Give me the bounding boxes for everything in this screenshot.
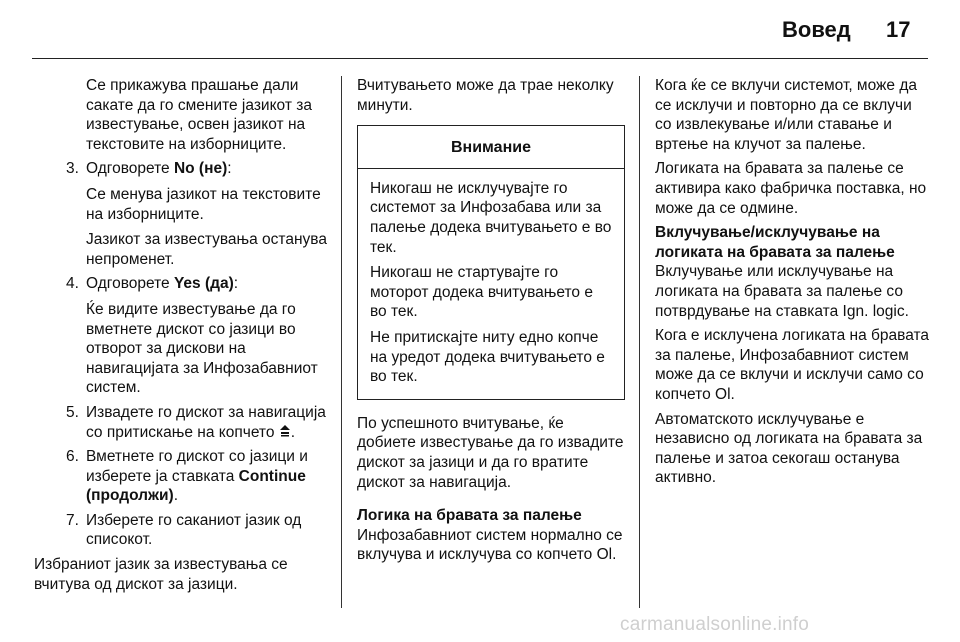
step-text: Изберете го саканиот јазик од списокот. <box>86 511 302 549</box>
step-7 <box>34 511 330 550</box>
column-divider <box>341 76 342 608</box>
section-heading: Логика на бравата за палење <box>357 507 582 525</box>
paragraph: Логиката на бравата за палење се активира како фабричка поставка, но може да се одмине. <box>655 160 927 217</box>
ignition-logic-paragraph: Инфозабавниот систем нормално се вклучува и исклучува со копчето Ol. <box>357 526 623 564</box>
step-3-result-1: Се менува јазикот на текстовите на изборниците. <box>86 185 321 223</box>
eject-icon <box>279 423 291 443</box>
step-number: 3. <box>66 160 79 178</box>
step-text: Вметнете го дискот со јазици и изберете ја ставката <box>86 448 308 485</box>
step-4-result: Ќе видите известување да го вметнете дискот со јазици во отворот за дискови на навигацијата за Инфозабавниот систем. <box>86 300 318 397</box>
column-right <box>655 76 930 493</box>
step-number: 6. <box>66 448 79 466</box>
warning-paragraph: Никогаш не исклучувајте го системот за Инфозабава или за палење додека вчитувањето е во тек. <box>370 179 612 256</box>
option-no: No (не) <box>173 160 228 178</box>
column-left <box>34 76 330 599</box>
paragraph: Кога ќе се вклучи системот, може да се исклучи и повторно да се вклучи со извлекување и/или ставање и вртење на клучот за палење. <box>655 77 917 153</box>
warning-paragraph: Не притискајте ниту едно копче на уредот додека вчитувањето е во тек. <box>370 328 605 386</box>
step-6: 6. Вметнете го дискот со јазици и изберете ја ставката Continue (продолжи). <box>66 448 308 505</box>
step-number: 4. <box>66 275 79 293</box>
warning-body <box>358 169 624 399</box>
option-continue: Continue (продолжи) <box>86 467 306 505</box>
step-3-result-2: Јазикот за известувања останува непроменет. <box>86 231 327 268</box>
warning-title: Внимание <box>358 126 624 169</box>
step-text: Одговорете <box>86 160 174 178</box>
closing-paragraph: Избраниот јазик за известувања се вчитува од дискот за јазици. <box>34 556 288 593</box>
paragraph: Вклучување или исклучување на логиката на бравата за палење со потврдување на ставката Ign. logic. <box>655 263 909 320</box>
warning-box <box>357 125 625 400</box>
step-number: 5. <box>66 403 79 421</box>
column-divider <box>639 76 640 608</box>
power-key-label: Ol <box>596 546 613 564</box>
step2-continuation: Се прикажува прашање дали сакате да го смените јазикот за известување, освен јазикот на текстовите на изборниците. <box>86 77 312 153</box>
step-5: 5. Извадете го дискот за навигација со притискање на копчето . <box>66 403 326 441</box>
step-number: 7. <box>66 511 79 529</box>
step-3: 3. Одговорете No (не): Се менува јазикот на текстовите на изборниците. Јазикот за известувања останува непроменет. <box>34 159 330 269</box>
loading-note: Вчитувањето може да трае неколку минути. <box>357 77 614 114</box>
power-key-label: Ol <box>715 385 731 403</box>
option-yes: Yes (да) <box>173 275 234 293</box>
after-loading-paragraph: По успешното вчитување, ќе добиете известување да го извадите дискот за јазици и да го вратите дискот за навигација. <box>357 414 624 491</box>
warning-paragraph: Никогаш не стартувајте го моторот додека вчитувањето е во тек. <box>370 264 593 321</box>
section-heading: Вклучување/исклучување на логиката на бравата за палење <box>655 224 895 261</box>
page-number: 17 <box>886 17 911 42</box>
paragraph: Автоматското исклучување е независно од логиката на бравата за палење и затоа секогаш останува активно. <box>655 410 923 487</box>
paragraph: Кога е исклучена логиката на бравата за палење, Инфозабавниот систем може да се вклучи и исклучи само со копчето Ol. <box>655 327 930 403</box>
step-text: Извадете го дискот за навигација со притискање на копчето <box>86 403 326 441</box>
step-4: 4. Одговорете Yes (да): Ќе видите известување да го вметнете дискот со јазици во отворот за дискови на навигацијата за Инфозабавниот систем. <box>34 274 330 398</box>
watermark: carmanualsonline.info <box>620 614 810 635</box>
column-middle <box>357 76 625 570</box>
step-text: Одговорете <box>86 275 174 293</box>
header-divider <box>32 58 928 59</box>
page-title: Вовед <box>782 17 851 42</box>
